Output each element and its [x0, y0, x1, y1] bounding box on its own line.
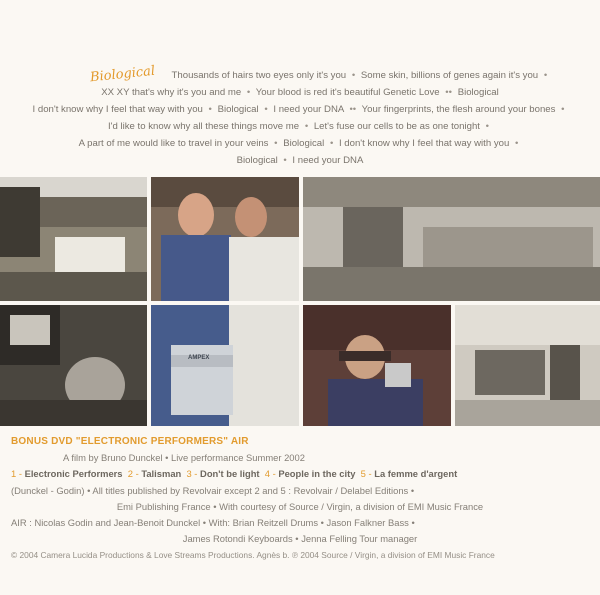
lyric-phrase: I need your DNA [292, 155, 364, 166]
bullet: • [485, 121, 489, 132]
photo-man-with-camera [303, 305, 451, 426]
keyboards-credit: James Rotondi Keyboards • Jenna Felling Tour manager [182, 533, 418, 545]
track-title: La femme d'argent [374, 468, 458, 480]
photo-field-with-goat [0, 177, 147, 301]
lyric-phrase: Your fingerprints, the flesh around your bones [361, 104, 556, 115]
lyrics-line-3 [0, 101, 600, 118]
bullet: • [274, 138, 278, 149]
lyric-phrase: Some skin, billions of genes again it's you [360, 70, 539, 81]
photo-two-men-continued [151, 305, 299, 426]
photo-man-at-console [0, 305, 147, 426]
tracklist-row [0, 466, 600, 482]
track-title: Electronic Performers [24, 468, 123, 480]
air-credit: AIR : Nicolas Godin and Jean-Benoit Dunckel • With: Brian Reitzell Drums • Jason Falkner Bass • [11, 517, 415, 529]
photo-collage [0, 177, 600, 426]
lyric-phrase: I don't know why I feel that way with you [338, 138, 510, 149]
air-row [0, 515, 600, 531]
lyrics-line-5 [0, 135, 600, 152]
lyric-phrase: I need your DNA [273, 104, 344, 115]
bonus-dvd-title: BONUS DVD "ELECTRONIC PERFORMERS" AIR [11, 436, 249, 447]
emi-credit: Emi Publishing France • With courtesy of Source / Virgin, a division of EMI Music France [116, 500, 484, 512]
track-title: Don't be light [200, 468, 260, 480]
emi-row [0, 499, 600, 515]
photo-two-men [151, 177, 299, 301]
copyright-row [0, 547, 600, 563]
film-credit: A film by Bruno Dunckel • Live performance Summer 2002 [63, 452, 305, 464]
photo-orchestra-studio [303, 177, 600, 301]
track-number: 2 - [127, 468, 139, 480]
publishing-credit: (Dunckel - Godin) • All titles published by Revolvair except 2 and 5 : Revolvair / Delabel Editions • [11, 484, 415, 496]
publishing-row [0, 483, 600, 499]
lyric-phrase: Biological [457, 87, 499, 98]
track-title: Talisman [141, 468, 182, 480]
lyric-phrase: Biological [236, 155, 278, 166]
lyric-phrase: A part of me would like to travel in your veins [78, 138, 269, 149]
track-number: 3 - [186, 468, 198, 480]
lyric-phrase: Biological [283, 138, 325, 149]
bullet: • [304, 121, 309, 132]
bonus-dvd-title-row [0, 433, 600, 450]
lyric-phrase: XX XY that's why it's you and me [101, 87, 242, 98]
bullet: •• [349, 104, 357, 115]
lyric-phrase: Biological [217, 104, 259, 115]
bullet: • [264, 104, 268, 115]
bullet: • [351, 70, 356, 81]
bullet: • [561, 104, 565, 115]
biological-script-title: Biological [89, 63, 156, 86]
lyrics-line-6 [0, 152, 600, 169]
lyrics-line-4 [0, 118, 600, 135]
lyrics-line-1 [0, 63, 600, 86]
bullet: • [514, 138, 519, 149]
bullet: • [246, 87, 251, 98]
track-number: 5 - [360, 468, 372, 480]
track-title: People in the city [278, 468, 356, 480]
credits-block [0, 433, 600, 564]
lyric-phrase: I'd like to know why all these things move me [108, 121, 300, 132]
track-number: 1 - [11, 468, 22, 480]
photo-piano-studio [455, 305, 600, 426]
lyric-phrase: Let's fuse our cells to be as one tonight [313, 121, 480, 132]
bullet: •• [445, 87, 453, 98]
copyright-notice: © 2004 Camera Lucida Productions & Love Streams Productions. Agnès b. ℗ 2004 Source / Virgin, a division of EMI Music France [11, 550, 495, 561]
lyric-phrase: I don't know why I feel that way with you [32, 104, 203, 115]
film-credit-row [0, 450, 600, 466]
bullet: • [208, 104, 212, 115]
bullet: • [543, 70, 548, 81]
lyrics-block [0, 63, 600, 169]
lyrics-line-2 [0, 84, 600, 101]
lyric-phrase: Thousands of hairs two eyes only it's you [171, 70, 347, 81]
james-row [0, 531, 600, 547]
lyric-phrase: Your blood is red it's beautiful Genetic Love [255, 87, 440, 98]
track-number: 4 - [264, 468, 276, 480]
ampex-label: AMPEX [188, 355, 210, 361]
bullet: • [329, 138, 334, 149]
bullet: • [283, 155, 287, 166]
